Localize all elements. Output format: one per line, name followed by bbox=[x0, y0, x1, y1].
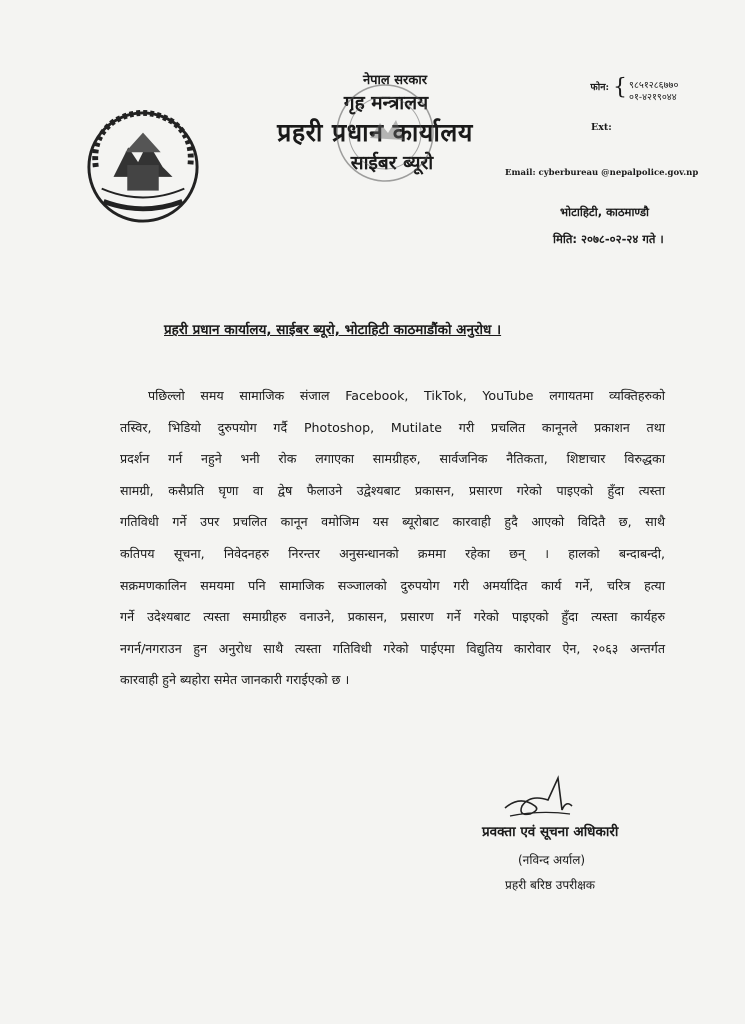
body-line: गर्ने उदेश्यबाट त्यस्ता समाग्रीहरु वनाउने, प्रकासन, प्रसारण गर्ने गरेको पाइएको हुँदा त्यस्ता कार्यहरु bbox=[120, 609, 665, 625]
contact-phones bbox=[575, 75, 679, 104]
email-address: Email: cyberbureau @nepalpolice.gov.np bbox=[505, 168, 699, 178]
letter-subject: प्रहरी प्रधान कार्यालय, साईबर ब्यूरो, भोटाहिटी काठमाडौंको अनुरोध । bbox=[164, 322, 502, 338]
body-line: तस्विर, भिडियो दुरुपयोग गर्दै Photoshop, Mutilate गरी प्रचलित कानूनले प्रकाशन तथा bbox=[120, 419, 665, 435]
brace-glyph: { bbox=[613, 75, 627, 100]
bureau-name: साईबर ब्यूरो bbox=[350, 152, 434, 174]
office-location: भोटाहिटी, काठमाण्डौ bbox=[560, 205, 650, 219]
body-line: सामग्री, कसैप्रति घृणा वा द्वेष फैलाउने उद्वेश्यबाट प्रकासन, प्रसारण गरेको पाइएको हुँदा त्यस्ता bbox=[120, 482, 665, 498]
signer-rank: प्रहरी बरिष्ठ उपरीक्षक bbox=[505, 878, 596, 892]
body-line: कतिपय सूचना, निवेदनहरु निरन्तर अनुसन्धानको क्रममा रहेका छन् । हालको बन्दाबन्दी, bbox=[120, 545, 665, 561]
nepal-emblem-icon bbox=[84, 108, 202, 226]
phone-number: ०१-४२१९०४४ bbox=[629, 92, 677, 103]
signer-title: प्रवक्ता एवं सूचना अधिकारी bbox=[482, 824, 619, 840]
phone-number: ९८५१२८६७७० bbox=[629, 80, 679, 91]
letter-date: मिति: २०७८-०२-२४ गते । bbox=[553, 232, 664, 246]
ext-label: Ext: bbox=[591, 122, 612, 133]
signature-mark bbox=[500, 770, 580, 826]
ministry-name: गृह मन्त्रालय bbox=[343, 92, 429, 114]
office-name: प्रहरी प्रधान कार्यालय bbox=[277, 118, 473, 147]
letter-body bbox=[120, 380, 665, 696]
body-line: कारवाही हुने ब्यहोरा समेत जानकारी गराईएको छ । bbox=[120, 672, 350, 688]
government-name: नेपाल सरकार bbox=[362, 73, 428, 88]
phone-label: फोन: bbox=[590, 82, 609, 93]
body-line: पछिल्लो समय सामाजिक संजाल Facebook, TikTok, YouTube लगायतमा व्यक्तिहरुको bbox=[148, 388, 665, 403]
body-line: गतिविधी गर्ने उपर प्रचलित कानून वमोजिम यस ब्यूरोबाट कारवाही हुदै आएको विदितै छ, साथै bbox=[120, 514, 665, 530]
office-seal-stamp bbox=[330, 78, 440, 188]
body-line: नगर्न/नगराउन हुन अनुरोध साथै त्यस्ता गतिविधी गरेको पाईएमा विद्युतिय कारोवार ऐन, २०६३ अन्तर्गत bbox=[120, 640, 665, 656]
signer-name: (नविन्द अर्याल) bbox=[518, 853, 586, 867]
body-line: सक्रमणकालिन समयमा पनि सामाजिक सञ्जालको दुरुपयोग गरी अमर्यादित कार्य गर्ने, चरित्र हत्या bbox=[120, 577, 665, 593]
body-line: प्रदर्शन गर्न नहुने भनी रोक लगाएका सामग्रीहरु, सार्वजनिक नैतिकता, शिष्टाचार विरुद्धका bbox=[120, 451, 665, 467]
